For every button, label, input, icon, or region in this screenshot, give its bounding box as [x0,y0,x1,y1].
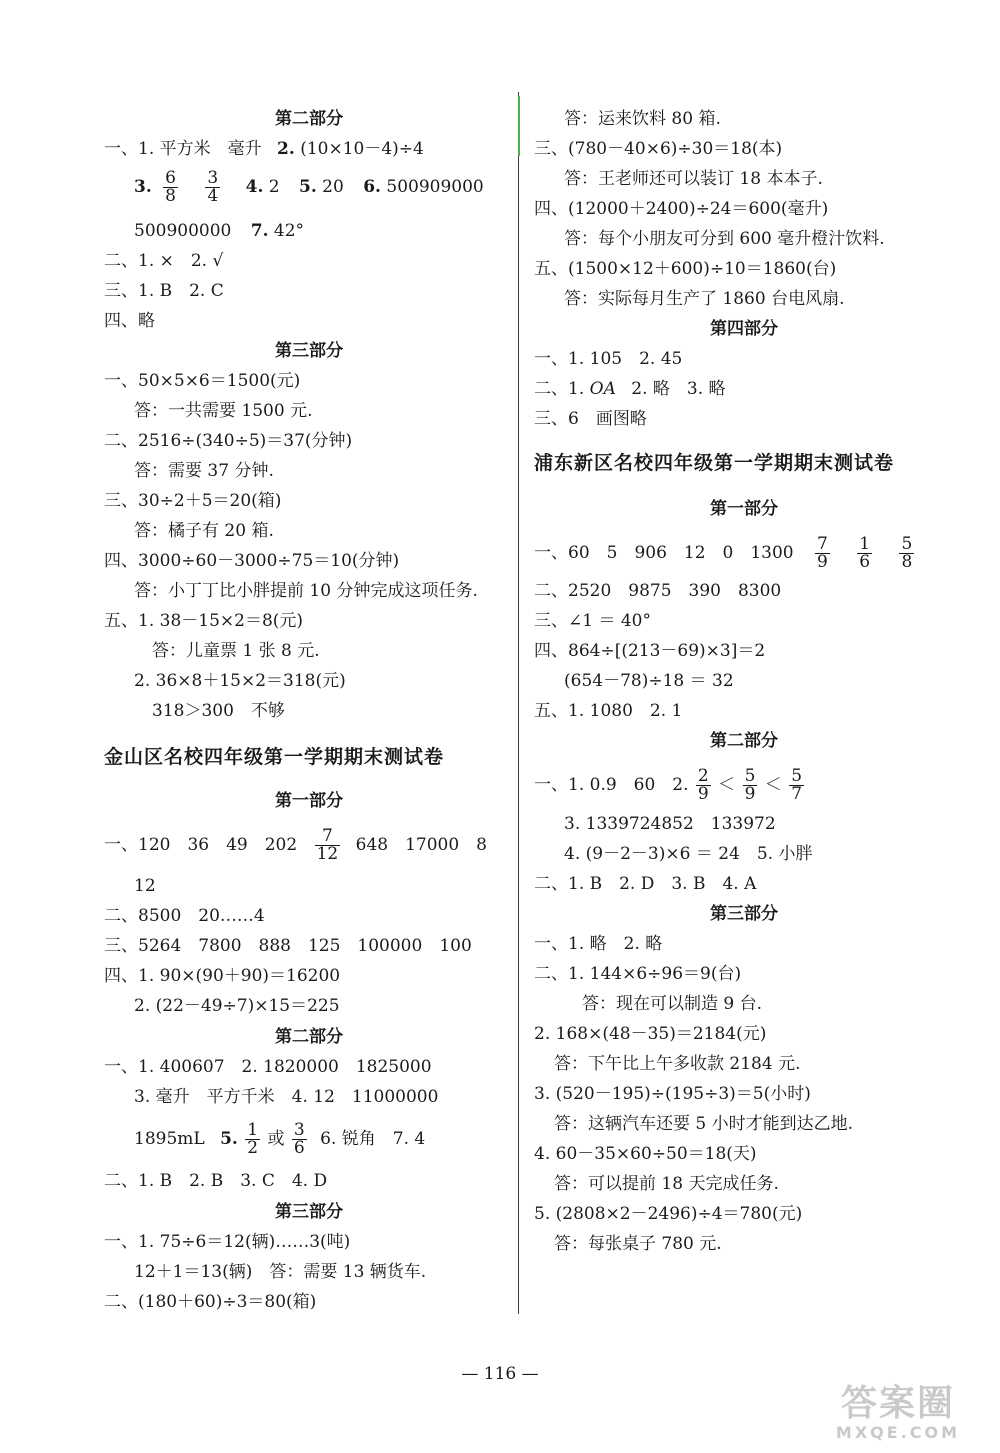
answer-line: 答：需要 37 分钟. [134,461,274,481]
answer-line: 一、1. 0.9 60 2. $\frac{2}{9}$ ＜ $\frac{5}{9}$ ＜ $\frac{5}{7}$ [534,766,803,804]
answer-line: 4. 60－35×60÷50＝18(天) [534,1144,757,1164]
column-divider [518,92,519,1314]
answer-line: 答：王老师还可以装订 18 本本子. [564,169,823,189]
answer-line: 三、(780－40×6)÷30＝18(本) [534,139,783,159]
section-heading: 第四部分 [710,319,778,339]
answer-line: 一、120 36 49 202 $\frac{7}{12}$ 648 17000 8 [104,826,487,864]
section-heading: 第一部分 [275,791,343,811]
section-heading: 第二部分 [710,731,778,751]
answer-line: 答：橘子有 20 箱. [134,521,274,541]
answer-line: 2. 36×8＋15×2＝318(元) [134,671,346,691]
answer-line: 500900000 7. 42° [134,221,305,241]
answer-line: 二、(180＋60)÷3＝80(箱) [104,1292,317,1312]
column-divider-accent [518,96,520,156]
answer-line: 五、1. 1080 2. 1 [534,701,683,721]
answer-line: 答：一共需要 1500 元. [134,401,313,421]
answer-line: 4. (9－2－3)×6 ＝ 24 5. 小胖 [564,844,813,864]
answer-line: 三、30÷2＋5＝20(箱) [104,491,282,511]
watermark-sub: MXQE.COM [835,1423,961,1442]
section-heading: 第三部分 [275,1202,343,1222]
answer-line: 答：每张桌子 780 元. [554,1234,722,1254]
answer-line: 3. 1339724852 133972 [564,814,776,834]
answer-line: 答：小丁丁比小胖提前 10 分钟完成这项任务. [134,581,478,601]
answer-line: 二、1. OA 2. 略 3. 略 [534,379,726,399]
answer-line: 四、864÷[(213－69)×3]＝2 [534,641,766,661]
answer-line: 2. (22－49÷7)×15＝225 [134,996,340,1016]
answer-line: 答：这辆汽车还要 5 小时才能到达乙地. [554,1114,854,1134]
fraction: $\frac{7}{12}$ [316,826,339,864]
answer-line: 五、(1500×12＋600)÷10＝1860(台) [534,259,837,279]
answer-line: 五、1. 38－15×2＝8(元) [104,611,304,631]
answer-line: 一、60 5 906 12 0 1300 $\frac{7}{9}$ $\frac{1}{6}$ $\frac{5}{8}$ [534,534,913,572]
fraction: $\frac{1}{2}$ [247,1120,259,1158]
answer-line: 四、(12000＋2400)÷24＝600(毫升) [534,199,829,219]
section-heading: 第二部分 [275,1027,343,1047]
answer-line: 三、6 画图略 [534,409,647,429]
answer-line: 四、略 [104,311,155,331]
answer-line: 12 [134,876,156,896]
fraction: $\frac{7}{9}$ [817,534,828,572]
answer-line: 二、1. B 2. B 3. C 4. D [104,1171,328,1191]
answer-line: 二、1. B 2. D 3. B 4. A [534,874,757,894]
answer-line: 答：每个小朋友可分到 600 毫升橙汁饮料. [564,229,885,249]
answer-line: (654－78)÷18 ＝ 32 [564,671,734,691]
answer-line: 一、1. 略 2. 略 [534,934,663,954]
section-heading: 第二部分 [275,109,343,129]
answer-line: 答：下午比上午多收款 2184 元. [554,1054,801,1074]
watermark-logo [808,1384,988,1448]
exam-title: 浦东新区名校四年级第一学期期末测试卷 [534,452,895,474]
fraction: $\frac{5}{7}$ [791,766,803,804]
answer-line: 一、1. 75÷6＝12(辆)……3(吨) [104,1232,351,1252]
answer-line: 三、∠1 ＝ 40° [534,611,651,631]
section-heading: 第三部分 [275,341,343,361]
answer-line: 三、5264 7800 888 125 100000 100 [104,936,472,956]
section-heading: 第三部分 [710,904,778,924]
answer-line: 四、3000÷60－3000÷75＝10(分钟) [104,551,400,571]
answer-line: 二、2516÷(340÷5)＝37(分钟) [104,431,353,451]
fraction: $\frac{6}{8}$ [165,168,176,206]
watermark-main: 答案圈 [840,1383,955,1424]
answer-line: 5. (2808×2－2496)÷4＝780(元) [534,1204,803,1224]
answer-line: 二、8500 20……4 [104,906,265,926]
answer-line: 二、1. 144×6÷96＝9(台) [534,964,742,984]
answer-line: 1895mL 5. $\frac{1}{2}$ 或 $\frac{3}{6}$ 6. 锐角 7. 4 [134,1120,426,1158]
fraction: $\frac{3}{6}$ [293,1120,305,1158]
answer-line: 2. 168×(48－35)＝2184(元) [534,1024,767,1044]
answer-line: 三、1. B 2. C [104,281,224,301]
fraction: $\frac{2}{9}$ [697,766,709,804]
answer-line: 一、50×5×6＝1500(元) [104,371,301,391]
answer-line: 答：运来饮料 80 箱. [564,109,721,129]
answer-line: 3. $\frac{6}{8}$ $\frac{3}{4}$ 4. 2 5. 20 6. 500909000 [134,168,484,206]
answer-line: 二、2520 9875 390 8300 [534,581,782,601]
page-number: — 116 — [461,1364,539,1384]
answer-line: 一、1. 400607 2. 1820000 1825000 [104,1057,432,1077]
answer-line: 答：实际每月生产了 1860 台电风扇. [564,289,845,309]
section-heading: 第一部分 [710,499,778,519]
answer-line: 3. (520－195)÷(195÷3)＝5(小时) [534,1084,811,1104]
exam-title: 金山区名校四年级第一学期期末测试卷 [104,746,445,768]
answer-line: 一、1. 平方米 毫升 2. (10×10－4)÷4 [104,139,424,159]
fraction: $\frac{5}{9}$ [744,766,756,804]
fraction: $\frac{1}{6}$ [859,534,871,572]
fraction: $\frac{3}{4}$ [207,168,219,206]
answer-line: 二、1. × 2. √ [104,251,224,271]
answer-line: 答：儿童票 1 张 8 元. [152,641,320,661]
answer-line: 答：可以提前 18 天完成任务. [554,1174,779,1194]
answer-line: 3. 毫升 平方千米 4. 12 11000000 [134,1087,439,1107]
answer-line: 12＋1＝13(辆) 答：需要 13 辆货车. [134,1262,427,1282]
answer-line: 答：现在可以制造 9 台. [582,994,763,1014]
answer-line: 318＞300 不够 [152,701,285,721]
answer-line: 四、1. 90×(90＋90)＝16200 [104,966,341,986]
fraction: $\frac{5}{8}$ [901,534,913,572]
answer-line: 一、1. 105 2. 45 [534,349,683,369]
